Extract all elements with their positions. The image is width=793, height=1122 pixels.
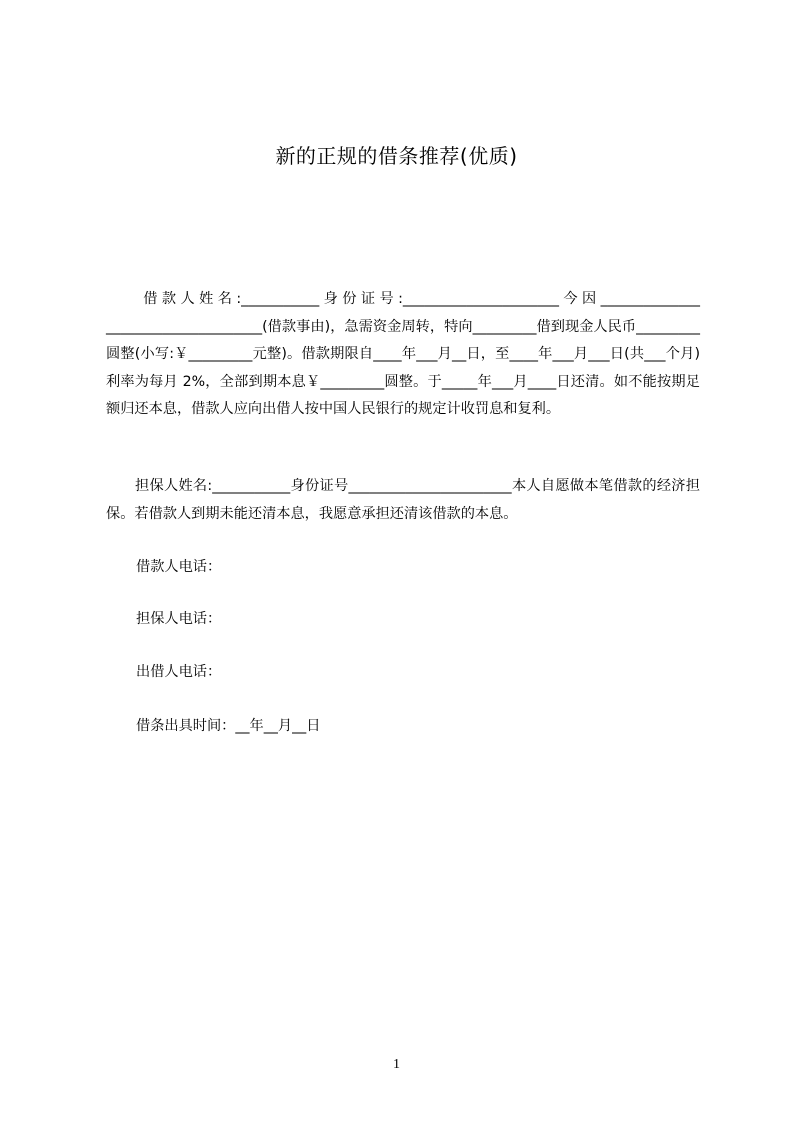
guarantee-text: 担保人姓名:___________身份证号_______________________本人自愿做本笔借款的经济担保。若借款人到期未能还清本息，我愿意承担还清该借款的本息。 [106, 478, 700, 522]
issue-date-line: 借条出具时间：__年__月__日 [136, 718, 321, 734]
page-number: 1 [393, 1057, 400, 1072]
guarantee-paragraph [106, 473, 700, 528]
borrower-phone-line: 借款人电话： [136, 559, 222, 575]
document-title: 新的正规的借条推荐(优质) [275, 144, 518, 168]
lender-phone-line: 出借人电话： [136, 664, 222, 680]
loan-terms-text: 借款人姓名:___________身份证号:______________________今因______________ ______________________(借款事由)，急需资金周转，特向_________借到现金人民币_________圆整(小写:￥_________元整)。借款期限自____年___月__日，至____年___月___日(共___个月)利率为每月 2%，全部到期本息￥_________圆整。于_____年___月____日还清。如不能按期足额归还本息，借款人应向出借人按中国人民银行的规定计收罚息和复利。 [106, 291, 700, 417]
loan-terms-paragraph [106, 286, 700, 424]
guarantor-phone-line: 担保人电话： [136, 611, 222, 627]
